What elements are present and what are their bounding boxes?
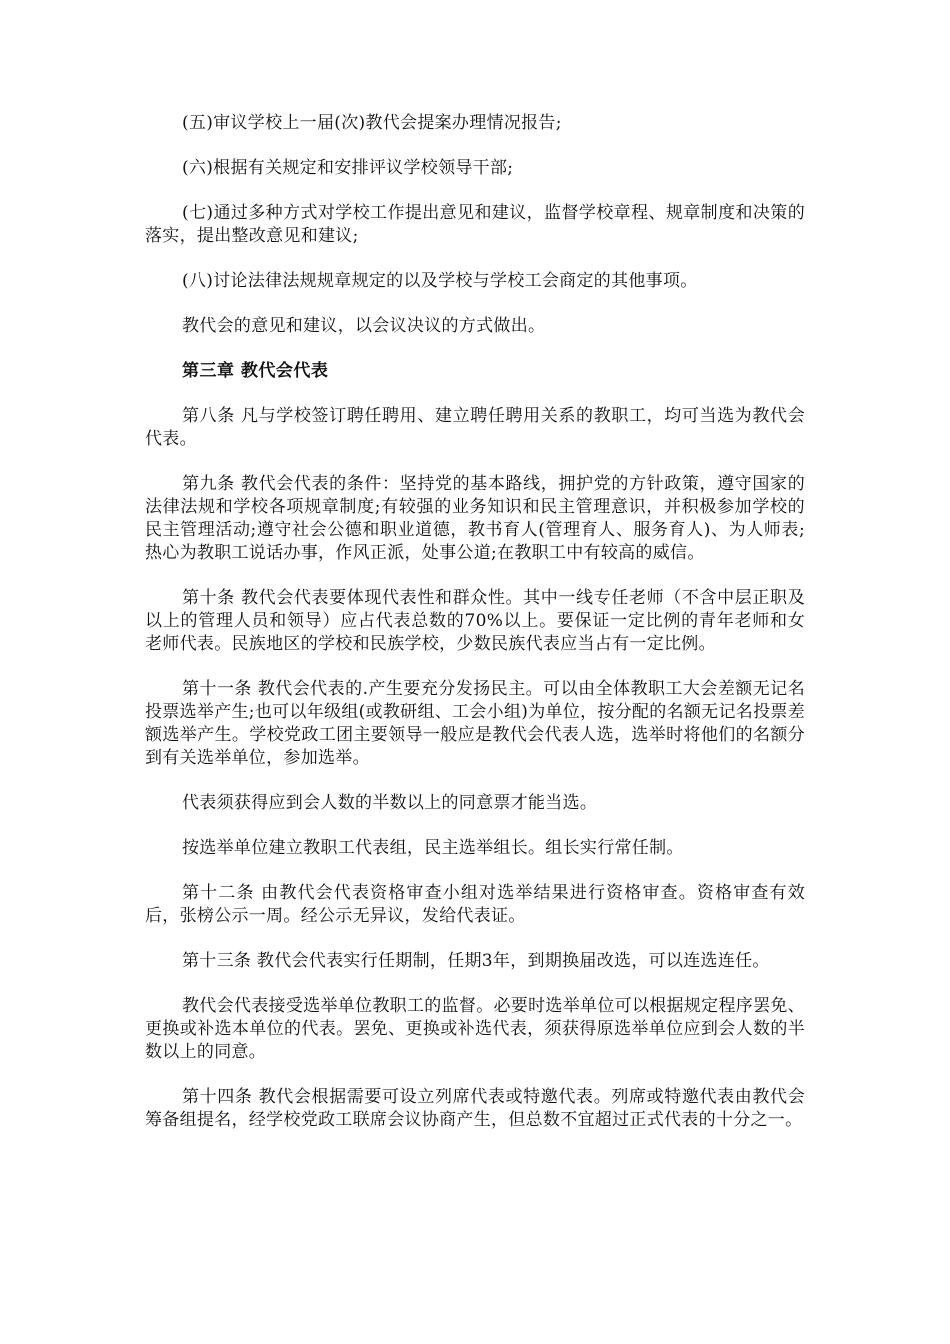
article-13: 第十三条 教代会代表实行任期制，任期3年，到期换届改选，可以连选连任。 [182,951,770,971]
article-14: 第十四条 教代会根据需要可设立列席代表或特邀代表。列席或特邀代表由教代会筹备组提名，经学校党政工联席会议协商产生，但总数不宜超过正式代表的十分之一。 [145,1087,805,1130]
article-10: 第十条 教代会代表要体现代表性和群众性。其中一线专任老师（不含中层正职及以上的管理人员和领导）应占代表总数的70%以上。要保证一定比例的青年老师和女老师代表。民族地区的学校和民族学校，少数民族代表应当占有一定比例。 [145,588,805,654]
article-12: 第十二条 由教代会代表资格审查小组对选举结果进行资格审查。资格审查有效后，张榜公示一周。经公示无异议，发给代表证。 [145,883,805,926]
paragraph-item-6: (六)根据有关规定和安排评议学校领导干部; [182,158,514,178]
chapter-heading: 第三章 教代会代表 [182,361,329,381]
article-9: 第九条 教代会代表的条件：坚持党的基本路线，拥护党的方针政策，遵守国家的法律法规和学校各项规章制度;有较强的业务知识和民主管理意识，并积极参加学校的民主管理活动;遵守社会公德和职业道德，教书育人(管理育人、服务育人)、为人师表;热心为教职工说话办事，作风正派，处事公道;在教职工中有较高的威信。 [145,474,805,563]
paragraph-item-8: (八)讨论法律法规规章规定的以及学校与学校工会商定的其他事项。 [182,271,698,291]
article-11: 第十一条 教代会代表的.产生要充分发扬民主。可以由全体教职工大会差额无记名投票选举产生;也可以年级组(或教研组、工会小组)为单位，按分配的名额无记名投票差额选举产生。学校党政工团主要领导一般应是教代会代表人选，选举时将他们的名额分到有关选举单位，参加选举。 [145,679,805,768]
article-11-group-rule: 按选举单位建立教职工代表组，民主选举组长。组长实行常任制。 [182,838,684,858]
document-body [145,112,805,1154]
paragraph-item-7: (七)通过多种方式对学校工作提出意见和建议，监督学校章程、规章制度和决策的落实，提出整改意见和建议; [145,203,805,246]
paragraph-resolution-note: 教代会的意见和建议，以会议决议的方式做出。 [182,316,546,336]
paragraph-item-5: (五)审议学校上一届(次)教代会提案办理情况报告; [182,113,562,133]
article-11-vote-rule: 代表须获得应到会人数的半数以上的同意票才能当选。 [182,793,598,813]
article-8: 第八条 凡与学校签订聘任聘用、建立聘任聘用关系的教职工，均可当选为教代会代表。 [145,406,805,449]
article-13-supervision: 教代会代表接受选举单位教职工的监督。必要时选举单位可以根据规定程序罢免、更换或补选本单位的代表。罢免、更换或补选代表，须获得原选举单位应到会人数的半数以上的同意。 [145,996,805,1062]
